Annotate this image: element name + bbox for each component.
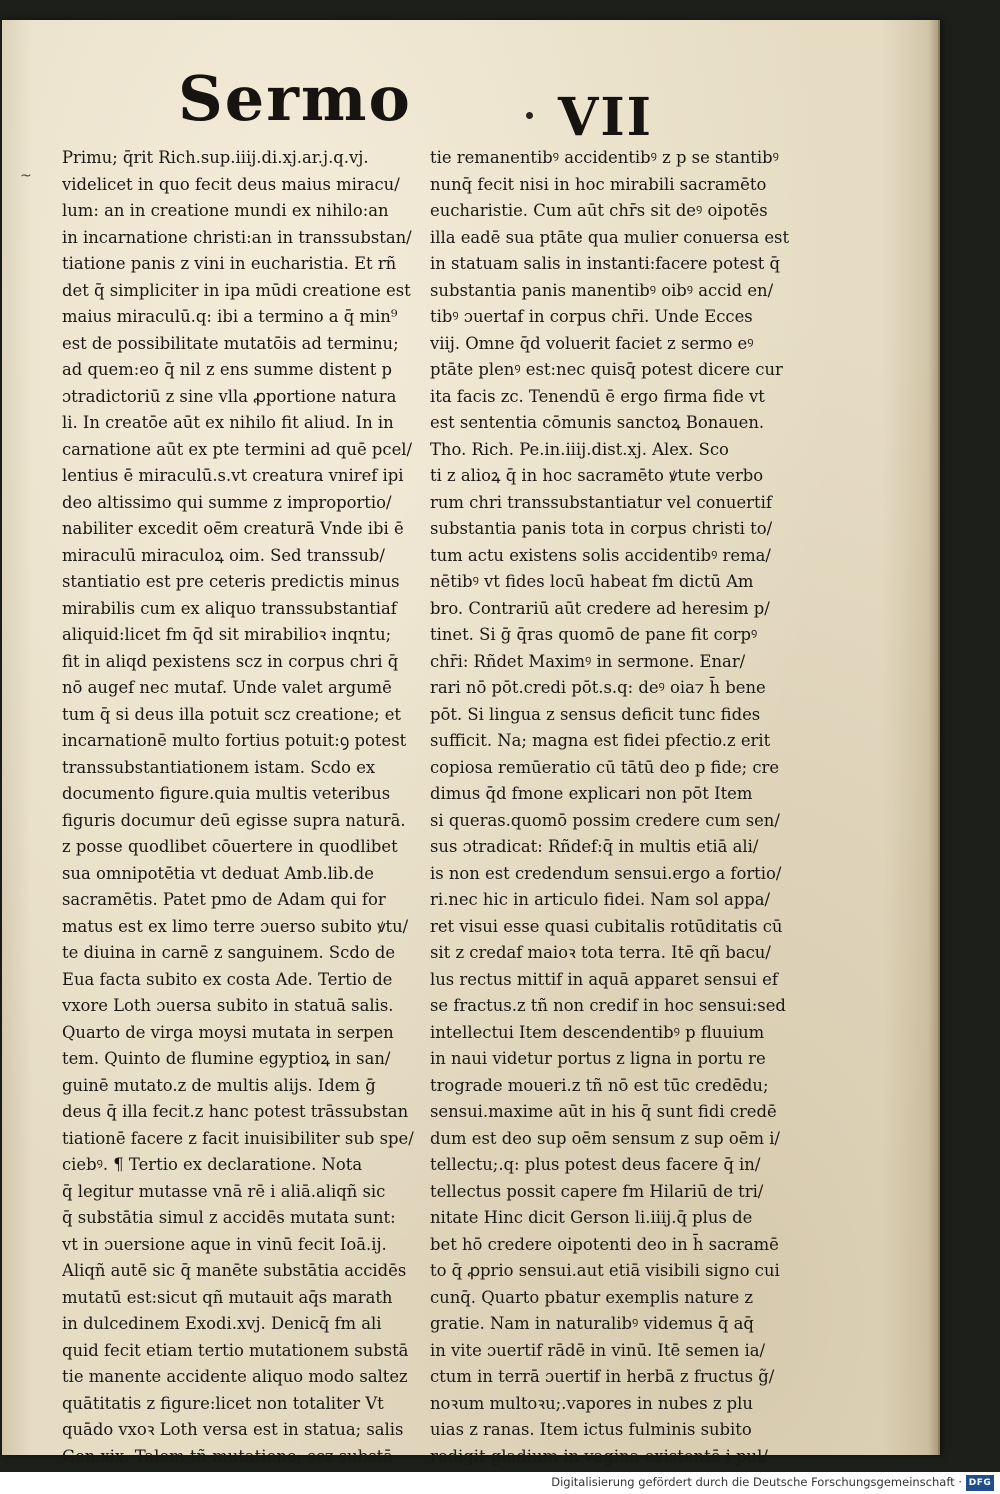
text-line: ciebꝰ. ¶ Tertio ex declaratione. Nota <box>62 1155 363 1174</box>
text-line: in incarnatione christi:an in transsubstan/ <box>62 227 412 247</box>
text-line: documento figure.quia multis veteribus <box>62 784 391 803</box>
dfg-logo: DFG <box>966 1475 994 1491</box>
text-line: nunq̄ fecit nisi in hoc mirabili sacramēto <box>430 174 767 194</box>
text-line: noꝛum multoꝛu;.vapores in nubes z plu <box>430 1393 753 1413</box>
text-line: tie manente accidente aliquo modo saltez <box>62 1367 408 1386</box>
text-line: z posse quodlibet cōuertere in quodlibet <box>62 837 398 856</box>
text-line: in vite ɔuertif rādē in vinū. Itē semen ia/ <box>430 1340 766 1360</box>
text-line: tie remanentibꝰ accidentibꝰ z p se stantibꝰ <box>430 148 779 167</box>
text-line: est de possibilitate mutatōis ad terminu; <box>62 333 399 353</box>
text-column-left <box>62 145 424 1470</box>
text-line: lum: an in creatione mundi ex nihilo:an <box>62 201 389 220</box>
text-line: uias z ranas. Item ictus fulminis subito <box>430 1420 752 1439</box>
text-line: Primu; q̄rit Rich.sup.iiij.di.xj.ar.j.q.vj. <box>62 148 369 167</box>
text-line: Gen.xix. Talem tñ mutatione; scz substā <box>62 1446 393 1466</box>
text-line: ita facis zc. Tenendū ē ergo firma fide vt <box>430 386 765 406</box>
text-line: sus ɔtradicat: Rñdef:q̄ in multis etiā ali/ <box>430 837 759 856</box>
text-line: deo altissimo qui summe z improportio/ <box>62 492 392 512</box>
text-line: sufficit. Na; magna est fidei pfectio.z erit <box>430 731 771 750</box>
text-line: det q̄ simpliciter in ipa mūdi creatione est <box>62 280 411 300</box>
text-line: mirabilis cum ex aliquo transsubstantiaf <box>62 598 397 618</box>
text-line: bet hō credere oipotenti deo in h̄ sacramē <box>430 1234 779 1254</box>
text-column-right <box>430 145 800 1470</box>
text-line: tum actu existens solis accidentibꝰ rema/ <box>430 545 771 565</box>
text-line: ctum in terrā ɔuertif in herbā z fructus g̃/ <box>430 1367 775 1386</box>
text-line: maius miraculū.q: ibi a termino a q̄ min⁹ <box>62 307 398 326</box>
margin-mark: ~ <box>20 168 32 184</box>
text-line: lentius ē miraculū.s.vt creatura vniref ipi <box>62 466 404 485</box>
text-line: quātitatis z figure:licet non totaliter Vt <box>62 1393 384 1413</box>
text-line: ti z alioꝝ q̄ in hoc sacramēto ꝟtute verbo <box>430 466 764 485</box>
text-line: carnatione aūt ex pte termini ad quē pcel/ <box>62 439 413 459</box>
text-line: miraculū miraculoꝝ oim. Sed transsub/ <box>62 545 385 565</box>
sermon-number: VII <box>558 87 653 148</box>
text-line: chr̄i: Rñdet Maximꝰ in sermone. Enar/ <box>430 651 746 671</box>
text-line: sensui.maxime aūt in his q̄ sunt fidi credē <box>430 1102 777 1121</box>
text-line: transsubstantiationem istam. Scdo ex <box>62 757 376 777</box>
text-line: Tho. Rich. Pe.in.iiij.dist.xj. Alex. Sco <box>430 439 729 459</box>
text-line: Aliqñ autē sic q̄ manēte substātia accidēs <box>62 1261 407 1280</box>
header-dot <box>526 112 533 119</box>
text-line: bro. Contrariū aūt credere ad heresim p/ <box>430 598 770 618</box>
text-line: q̄ legitur mutasse vnā rē i aliā.aliqñ sic <box>62 1181 386 1201</box>
text-line: se fractus.z tñ non credif in hoc sensui:sed <box>430 996 786 1015</box>
text-line: rari nō pōt.credi pōt.s.q: deꝰ oia⁊ h̄ bene <box>430 678 766 697</box>
page-edge-shadow <box>928 20 938 1455</box>
text-line: q̄ substātia simul z accidēs mutata sunt: <box>62 1208 396 1227</box>
text-line: viij. Omne q̄d voluerit faciet z sermo eꝰ <box>430 333 754 353</box>
text-line: tellectus possit capere fm Hilariū de tri/ <box>430 1181 764 1201</box>
text-line: tum q̄ si deus illa potuit scz creatione; et <box>62 704 401 724</box>
text-line: aliquid:licet fm q̄d sit mirabilioꝛ inqntu; <box>62 625 392 644</box>
text-line: ad quem:eo q̄ nil z ens summe distent p <box>62 360 392 379</box>
text-line: copiosa remūeratio cū tātū deo p fide; cre <box>430 757 780 777</box>
text-line: matus est ex limo terre ɔuerso subito ꝟtu/ <box>62 916 409 936</box>
text-line: eucharistie. Cum aūt chr̄s sit deꝰ oipotēs <box>430 201 768 220</box>
text-line: rum chri transsubstantiatur vel conuertif <box>430 492 772 512</box>
text-line: stantiatio est pre ceteris predictis minus <box>62 572 400 591</box>
text-line: trogrаde moueri.z tñ nō est tūc credēdu; <box>430 1075 769 1095</box>
text-line: pōt. Si lingua z sensus deficit tunc fides <box>430 704 761 724</box>
text-line: gratie. Nam in naturalibꝰ videmus q̄ aq̄ <box>430 1314 754 1333</box>
text-line: is non est credendum sensui.ergo a fortio/ <box>430 863 782 883</box>
text-line: tem. Quinto de flumine egyptioꝝ in san/ <box>62 1049 391 1068</box>
text-line: incarnationē multo fortius potuit:ꝯ potest <box>62 731 407 750</box>
text-line: cunq̄. Quarto pbatur exemplis nature z <box>430 1287 754 1307</box>
book-page <box>2 20 940 1466</box>
text-line: Quarto de virga moysi mutata in serpen <box>62 1022 394 1042</box>
text-line: tinet. Si ḡ q̄ras quomō de pane fit corpꝰ <box>430 625 758 644</box>
text-line: mutatū est:sicut qñ mutauit aq̄s marath <box>62 1287 393 1307</box>
text-line: tiationē facere z facit inuisibiliter sub spe/ <box>62 1128 414 1148</box>
text-line: te diuina in carnē z sanguinem. Scdo de <box>62 943 396 962</box>
text-line: dum est deo sup oēm sensum z sup oēm i/ <box>430 1128 780 1148</box>
text-line: lus rectus mittif in aquā apparet sensui ef <box>430 969 778 989</box>
text-line: ret visui esse quasi cubitalis rotūditatis cū <box>430 916 783 936</box>
text-line: figuris documur deū egisse supra naturā. <box>62 810 406 830</box>
text-line: sit z credaf maioꝛ tota terra. Itē qñ bacu/ <box>430 943 771 962</box>
text-line: dimus q̄d fmone explicari non pōt Item <box>430 784 753 803</box>
text-line: tiatione panis z vini in eucharistia. Et rñ <box>62 254 397 273</box>
footer-bar <box>0 1472 1000 1494</box>
text-line: tibꝰ ɔuertaf in corpus chr̄i. Unde Ecces <box>430 307 753 326</box>
text-line: si queras.quomō possim credere cum sen/ <box>430 810 780 830</box>
text-line: nabiliter excedit oēm creaturā Vnde ibi ē <box>62 519 404 538</box>
text-line: vt in ɔuersione aque in vinū fecit Ioā.ij. <box>62 1234 387 1254</box>
funding-credit: Digitalisierung gefördert durch die Deutsche Forschungsgemeinschaft · <box>551 1475 962 1489</box>
text-line: ri.nec hic in articulo fidei. Nam sol appa/ <box>430 890 771 909</box>
text-line: vxore Loth ɔuersa subito in statuā salis. <box>62 996 394 1015</box>
text-line: tellectu;.q: plus potest deus facere q̄ in/ <box>430 1155 761 1174</box>
text-line: ɔtradictoriū z sine vlla ꝓportione natura <box>62 386 397 406</box>
text-line: substantia panis manentibꝰ oibꝰ accid en/ <box>430 280 774 300</box>
text-line: guinē mutato.z de multis alijs. Idem ḡ <box>62 1075 376 1095</box>
text-line: nō augef nec mutaf. Unde valet argumē <box>62 678 392 697</box>
text-line: sacramētis. Patet pmo de Adam qui for <box>62 890 386 909</box>
text-line: Eua facta subito ex costa Ade. Tertio de <box>62 969 393 989</box>
text-line: nētibꝰ vt fides locū habeat fm dictū Am <box>430 572 754 591</box>
text-line: substantia panis tota in corpus christi to/ <box>430 519 773 538</box>
text-line: illa eadē sua ptāte qua mulier conuersa est <box>430 227 790 247</box>
text-line: li. In creatōe aūt ex nihilo fit aliud. In in <box>62 413 394 432</box>
text-line: to q̄ ꝓprio sensui.aut etiā visibili signo cui <box>430 1261 780 1280</box>
text-line: sua omnipotētia vt deduat Amb.lib.de <box>62 863 374 883</box>
text-line: nitate Hinc dicit Gerson li.iiij.q̄ plus de <box>430 1208 753 1227</box>
text-line: intellectui Item descendentibꝰ p fluuium <box>430 1022 765 1042</box>
text-line: ptāte plenꝰ est:nec quisq̄ potest dicere cur <box>430 360 783 379</box>
text-line: in naui videtur portus z ligna in portu re <box>430 1049 766 1068</box>
text-line: deus q̄ illa fecit.z hanc potest trāssubstan <box>62 1102 409 1121</box>
text-line: fit in aliqd pexistens scz in corpus chri q̄ <box>62 651 399 671</box>
text-line: in dulcedinem Exodi.xvj. Denicq̄ fm ali <box>62 1314 382 1333</box>
text-line: est sententia cōmunis sanctoꝝ Bonauen. <box>430 413 765 432</box>
text-line: quid fecit etiam tertio mutationem substā <box>62 1340 409 1360</box>
text-line: videlicet in quo fecit deus maius miracu/ <box>62 174 400 194</box>
text-line: redigit gladium in vagina existentē i pul/ <box>430 1446 768 1466</box>
text-line: in statuam salis in instanti:facere potest q̄ <box>430 254 781 273</box>
text-line: quādo vxoꝛ Loth versa est in statua; salis <box>62 1420 404 1439</box>
running-title: Sermo <box>178 62 412 135</box>
